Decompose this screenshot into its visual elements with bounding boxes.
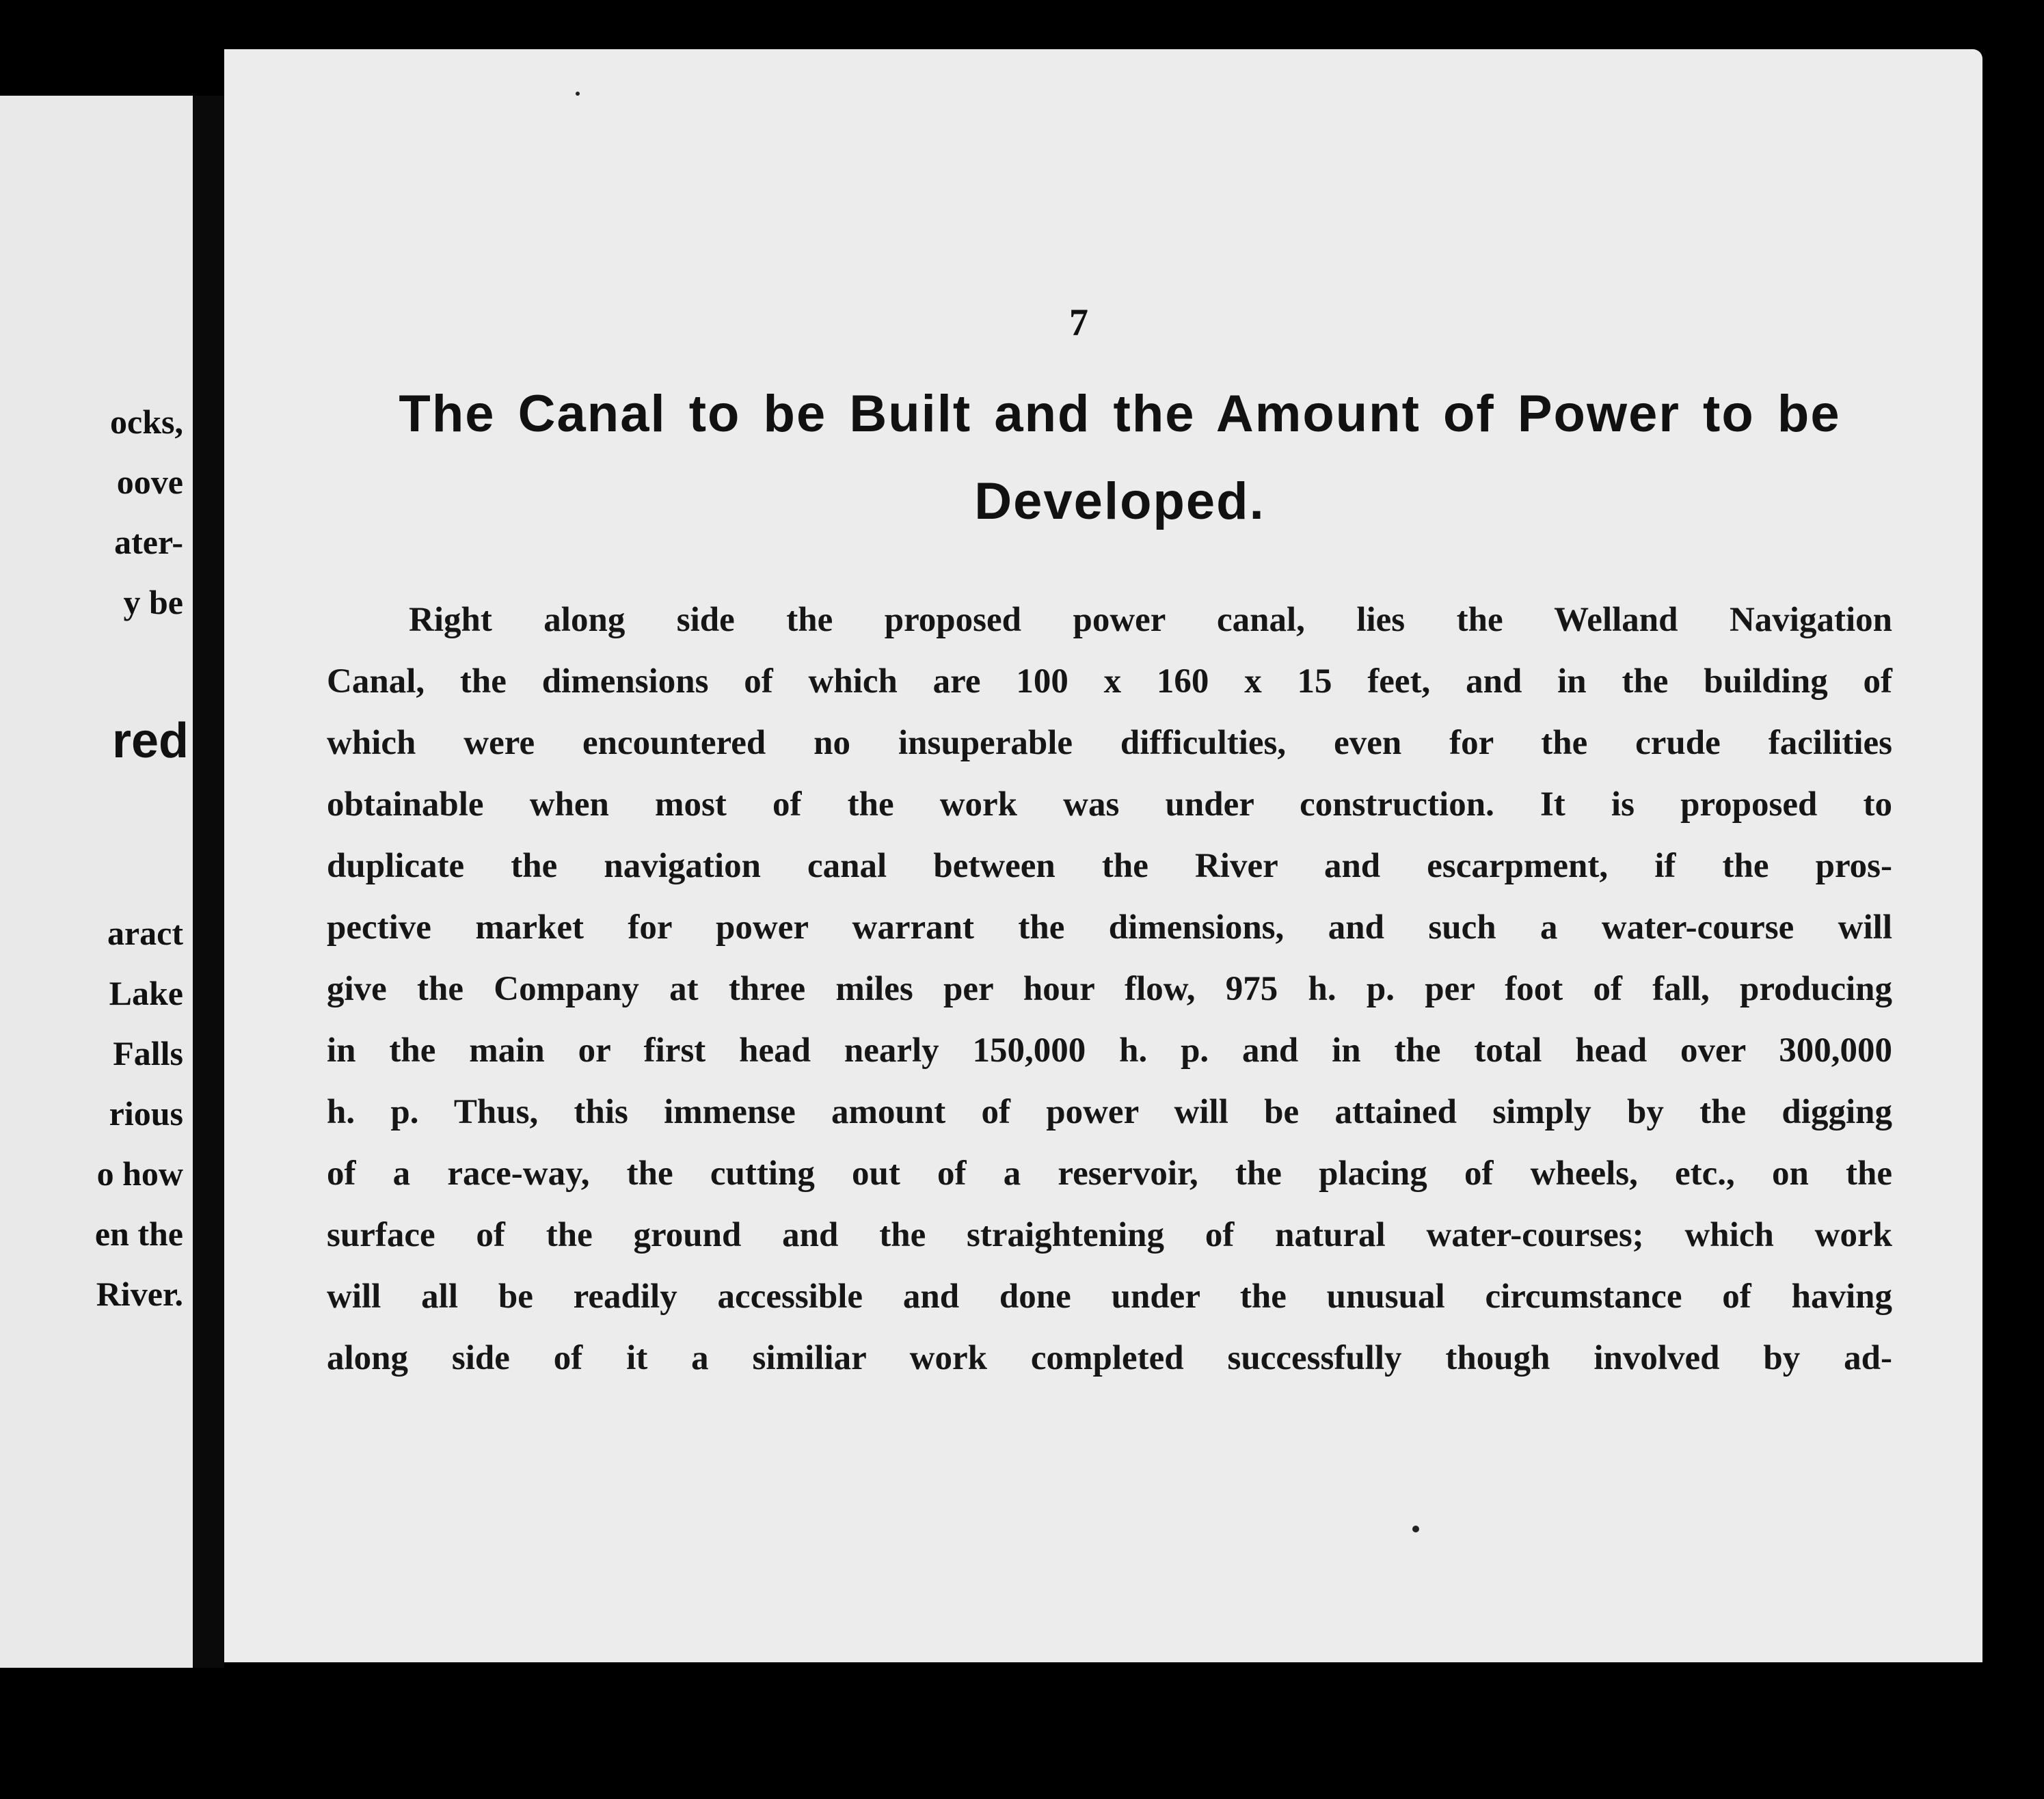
left-text-line: oove [116, 463, 183, 501]
page-title: The Canal to be Built and the Amount of Power to be Developed. [399, 385, 1841, 530]
left-text-line: y be [123, 583, 183, 621]
left-text-line: o how [96, 1154, 183, 1193]
left-text-line: en the [94, 1215, 183, 1253]
paragraph-line: of a race-way, the cutting out of a reservoir, the placing of wheels, etc., on the [327, 1154, 1892, 1193]
paragraph-line: in the main or first head nearly 150,000 h. p. and in the total head over 300,000 [327, 1031, 1892, 1070]
paragraph-line: obtainable when most of the work was under construction. It is proposed to [327, 785, 1892, 824]
left-text-line: aract [107, 914, 183, 952]
paragraph-line: h. p. Thus, this immense amount of power will be attained simply by the digging [327, 1093, 1892, 1131]
page-number: 7 [1069, 301, 1088, 344]
left-text-line: rious [109, 1094, 183, 1133]
paragraph-line: along side of it a similiar work completed successfully though involved by ad- [327, 1339, 1892, 1377]
paragraph-line: pective market for power warrant the dimensions, and such a water-course will [327, 908, 1892, 947]
paragraph-line: Canal, the dimensions of which are 100 x 160 x 15 feet, and in the building of [327, 662, 1892, 701]
main-page [224, 49, 1982, 1662]
paragraph-line: will all be readily accessible and done under the unusual circumstance of having [327, 1277, 1892, 1316]
ink-speck [576, 92, 580, 96]
binding-gutter [193, 96, 224, 1668]
left-heading-fragment: red [111, 714, 189, 768]
left-text-line: ocks, [110, 403, 183, 441]
left-text-line: River. [96, 1275, 183, 1313]
left-text-line: Falls [113, 1034, 183, 1072]
left-text-line: Lake [109, 974, 183, 1012]
paragraph-line: duplicate the navigation canal between the River and escarpment, if the pros- [327, 847, 1892, 885]
body-paragraph [327, 589, 1892, 1389]
ink-speck [1412, 1526, 1419, 1532]
left-text-line: ater- [114, 523, 183, 561]
paragraph-line: which were encountered no insuperable difficulties, even for the crude facilities [327, 724, 1892, 762]
paragraph-line: surface of the ground and the straightening of natural water-courses; which work [327, 1216, 1892, 1254]
paragraph-line: Right along side the proposed power canal, lies the Welland Navigation [409, 601, 1892, 639]
previous-page-fragment [0, 96, 193, 1668]
paragraph-line: give the Company at three miles per hour flow, 975 h. p. per foot of fall, producing [327, 970, 1892, 1008]
